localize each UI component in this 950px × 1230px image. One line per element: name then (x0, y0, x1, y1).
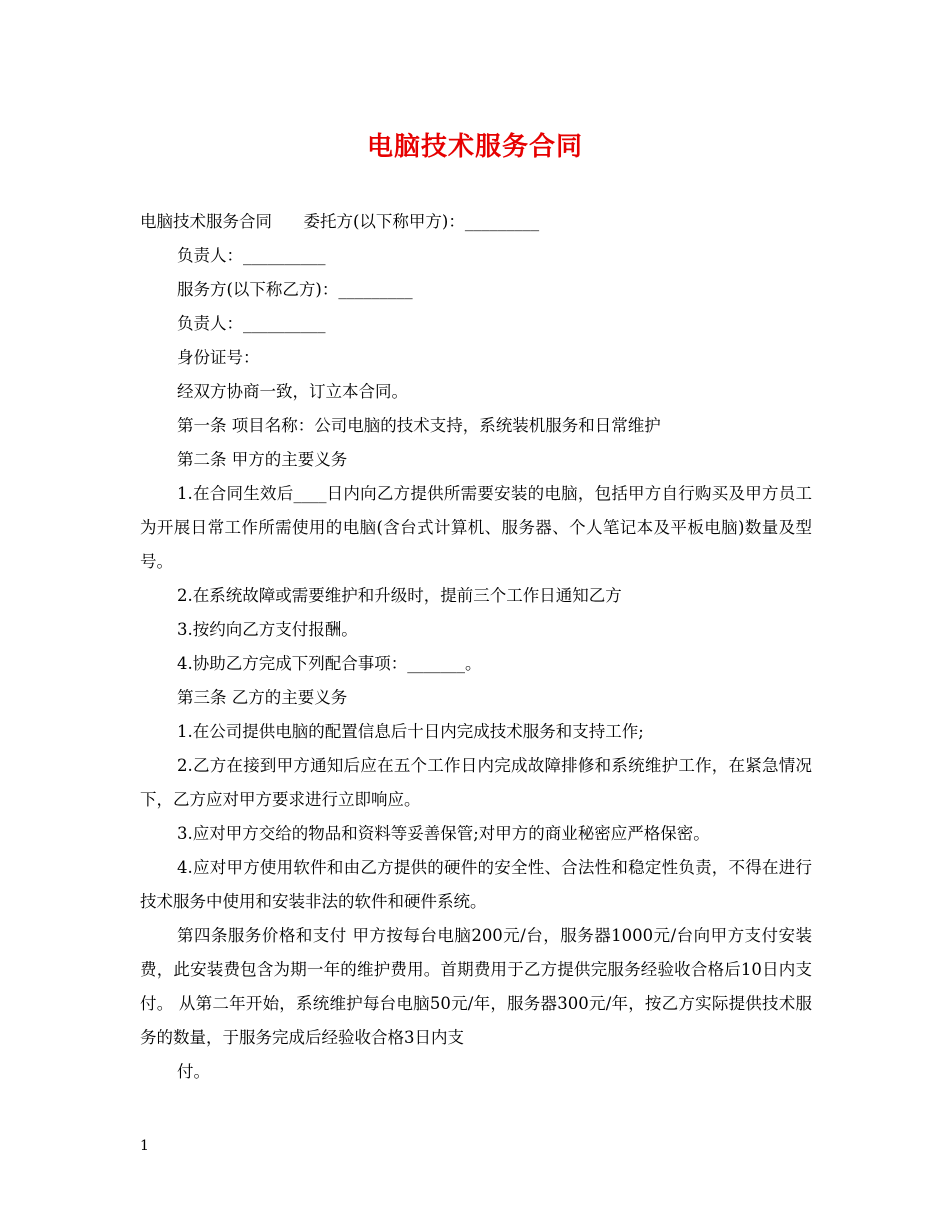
article-3-heading: 第三条 乙方的主要义务 (177, 688, 348, 707)
article-1: 第一条 项目名称：公司电脑的技术支持，系统装机服务和日常维护 (177, 416, 661, 435)
party-a-responsible: 负责人：__________ (177, 246, 326, 265)
party-b-line: 服务方(以下称乙方)：_________ (177, 280, 413, 299)
party-b-responsible: 负责人：__________ (177, 314, 326, 333)
article-3-item-3: 3.应对甲方交给的物品和资料等妥善保管;对甲方的商业秘密应严格保密。 (177, 824, 710, 843)
contract-header-line: 电脑技术服务合同 委托方(以下称甲方)：_________ (140, 212, 540, 231)
page-number: 1 (140, 1138, 149, 1154)
article-4-continuation: 付。 (177, 1062, 210, 1081)
article-2-item-2: 2.在系统故障或需要维护和升级时，提前三个工作日通知乙方 (177, 586, 622, 605)
document-title: 电脑技术服务合同 (366, 132, 583, 162)
article-3-item-1: 1.在公司提供电脑的配置信息后十日内完成技术服务和支持工作; (177, 722, 644, 741)
article-2-item-4: 4.协助乙方完成下列配合事项：_______。 (177, 654, 482, 673)
article-2-item-3: 3.按约向乙方支付报酬。 (177, 620, 358, 639)
agreement-statement: 经双方协商一致，订立本合同。 (177, 382, 408, 401)
id-number-line: 身份证号： (177, 348, 260, 367)
article-3-item-2: 2.乙方在接到甲方通知后应在五个工作日内完成故障排修和系统维护工作，在紧急情况下，乙方应对甲方要求进行立即响应。 (140, 756, 812, 809)
article-2-heading: 第二条 甲方的主要义务 (177, 450, 348, 469)
article-3-item-4: 4.应对甲方使用软件和由乙方提供的硬件的安全性、合法性和稳定性负责，不得在进行技术服务中使用和安装非法的软件和硬件系统。 (140, 858, 812, 911)
article-2-item-1: 1.在合同生效后____日内向乙方提供所需要安装的电脑，包括甲方自行购买及甲方员工为开展日常工作所需使用的电脑(含台式计算机、服务器、个人笔记本及平板电脑)数量及型号。 (140, 484, 812, 571)
document-body (140, 205, 812, 1089)
article-4: 第四条服务价格和支付 甲方按每台电脑200元/台，服务器1000元/台向甲方支付安装费，此安装费包含为期一年的维护费用。首期费用于乙方提供完服务经验收合格后10日内支付。 从第二年开始，系统维护每台电脑50元/年，服务器300元/年，按乙方实际提供技术服务的数量，于服务完成后经验收合格3日内支 (140, 926, 812, 1047)
